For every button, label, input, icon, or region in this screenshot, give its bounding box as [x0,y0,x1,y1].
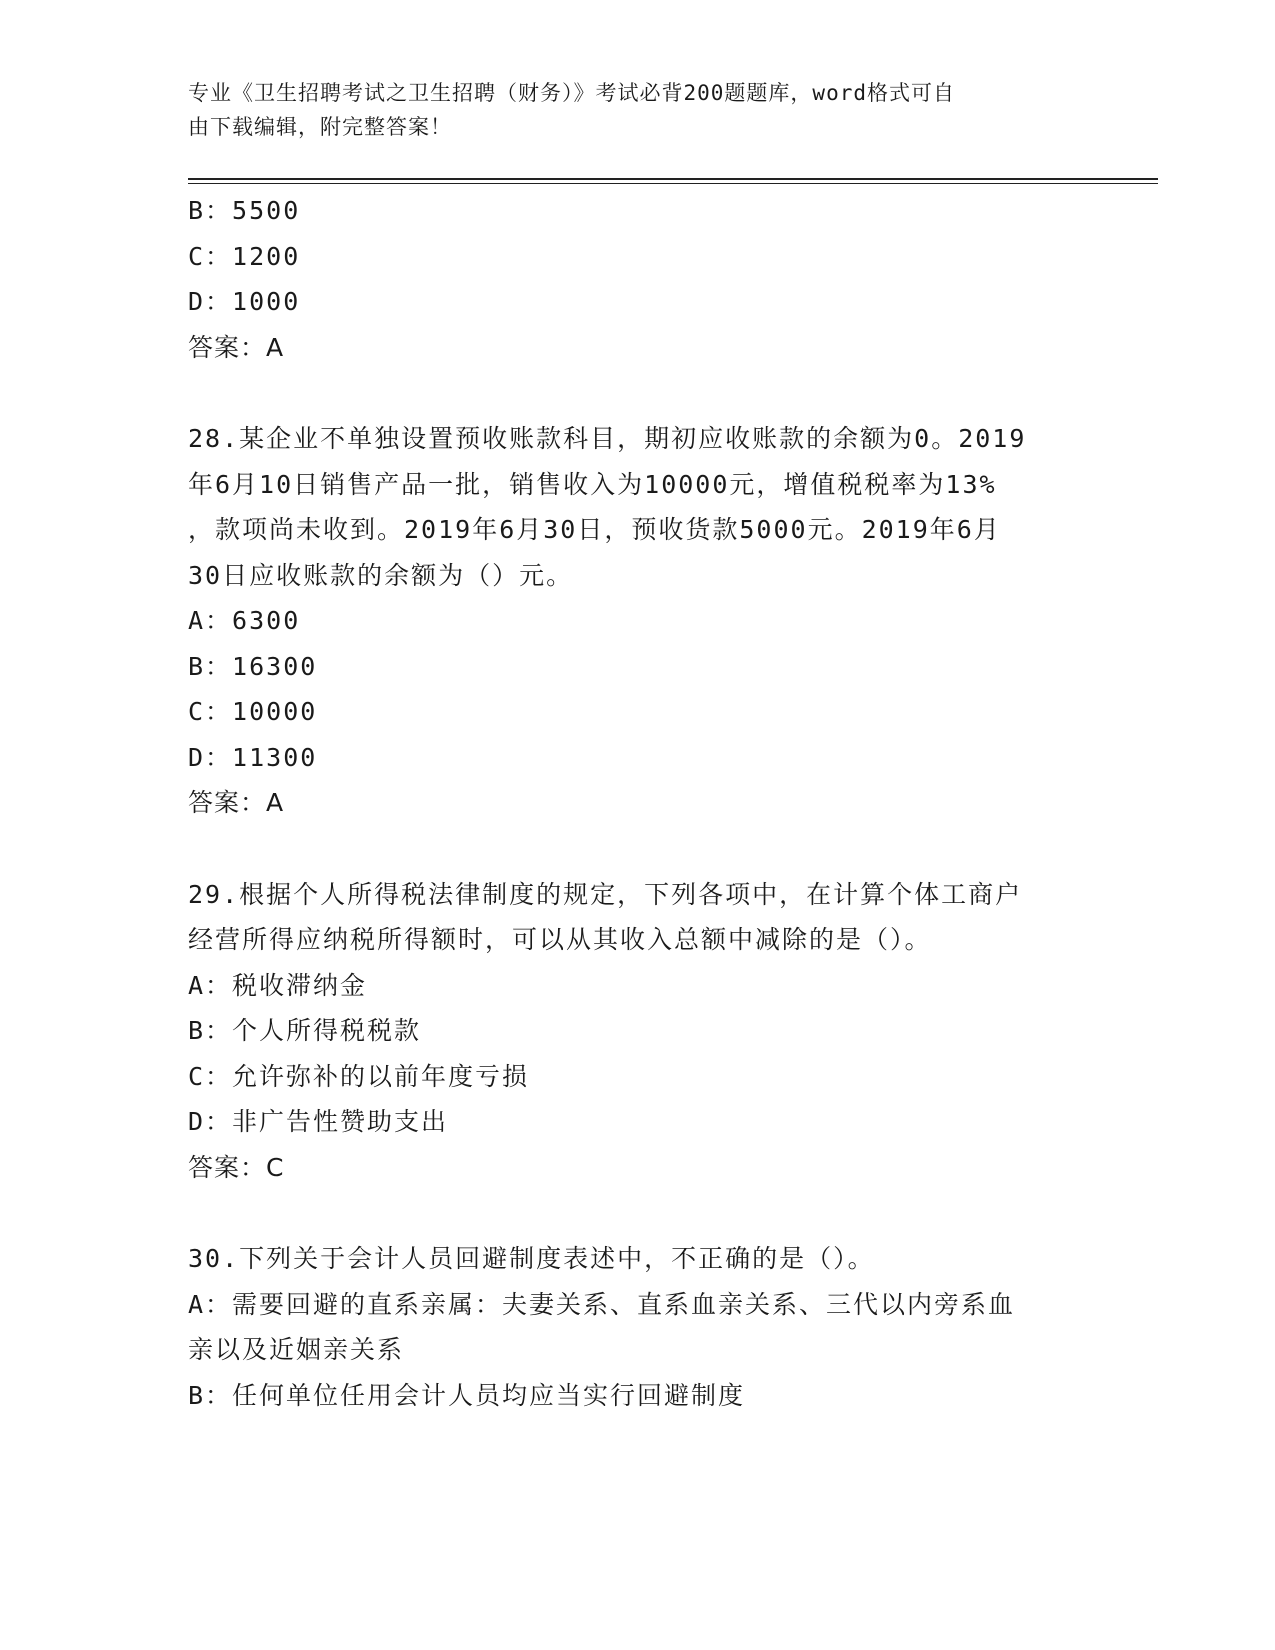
option-d: D：非广告性赞助支出 [188,1107,449,1136]
question-stem-line: 30日应收账款的余额为（）元。 [188,560,574,590]
option-a-line-2: 亲以及近姻亲关系 [188,1335,405,1364]
option-b: B：任何单位任用会计人员均应当实行回避制度 [188,1380,746,1410]
question-stem-line: 29.根据个人所得税法律制度的规定，下列各项中，在计算个体工商户 [188,879,1023,909]
option-c: C：允许弥补的以前年度亏损 [188,1061,530,1091]
option-d: D：1000 [188,287,301,316]
option-a: A：6300 [188,606,301,635]
document-header [188,76,1088,144]
option-d: D：11300 [188,742,318,772]
option-c: C：10000 [188,697,318,726]
option-a: A：税收滞纳金 [188,970,368,1000]
option-c: C：1200 [188,241,301,271]
header-line-2: 由下载编辑，附完整答案！ [188,115,452,139]
option-a-line-1: A：需要回避的直系亲属：夫妻关系、直系血亲关系、三代以内旁系血 [188,1289,1016,1319]
option-b: B：个人所得税税款 [188,1016,422,1045]
question-27-continuation [188,188,1108,370]
question-stem-line: 28.某企业不单独设置预收账款科目，期初应收账款的余额为0。2019 [188,424,1027,453]
question-list [188,188,1108,1418]
option-b: B：16300 [188,651,318,681]
option-b: B：5500 [188,196,301,225]
header-divider-thick [188,178,1158,180]
question-stem-line: 年6月10日销售产品一批，销售收入为10000元，增值税税率为13% [188,469,997,499]
question-stem-line: 30.下列关于会计人员回避制度表述中，不正确的是（）。 [188,1244,875,1273]
question-stem-line: ，款项尚未收到。2019年6月30日，预收货款5000元。2019年6月 [188,515,1001,544]
answer-line: 答案：A [188,332,285,362]
header-line-1: 专业《卫生招聘考试之卫生招聘（财务）》考试必背200题题库，word格式可自 [188,81,955,105]
answer-line: 答案：C [188,1152,285,1182]
question-stem-line: 经营所得应纳税所得额时，可以从其收入总额中减除的是（）。 [188,925,932,954]
header-divider-thin [188,183,1158,184]
question-30 [188,1236,1108,1418]
question-29 [188,872,1108,1191]
question-28 [188,416,1108,826]
answer-line: 答案：A [188,788,285,817]
